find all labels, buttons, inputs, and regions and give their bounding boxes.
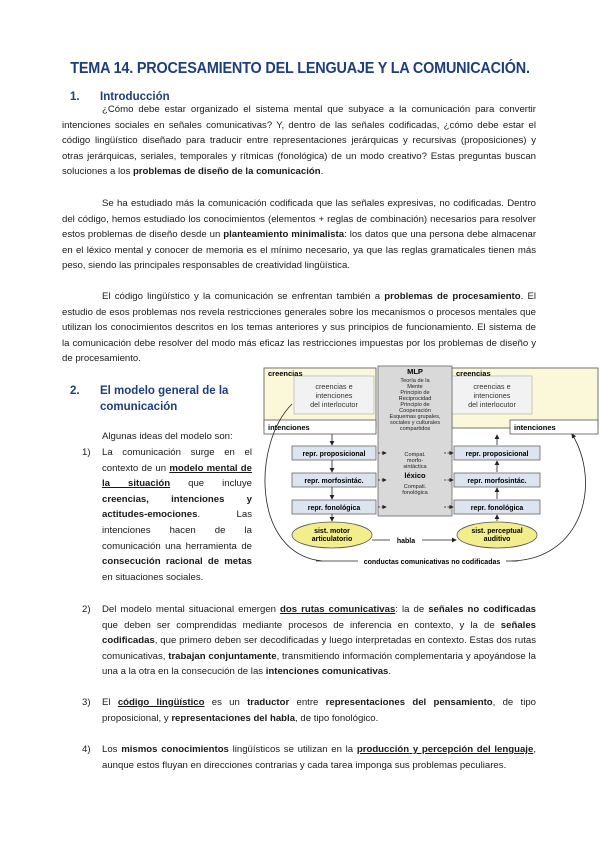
text-run: que deben ser comprendidas mediante procesos de inferencia en contexto, y la de — [102, 619, 501, 631]
right-box-line-1: creencias e — [473, 382, 511, 391]
item-number: 1) — [82, 447, 91, 458]
communication-model-diagram — [262, 364, 600, 575]
model-idea-4 — [82, 742, 536, 773]
item-number: 2) — [82, 604, 91, 615]
text-run: , aunque estos fluyan en direcciones contrarias y cada tarea imponga sus problemas peculiares. — [102, 744, 536, 771]
section-1-number: 1. — [70, 91, 80, 103]
mlp-line-7: Esquemas grupales, — [389, 414, 441, 420]
intro-paragraph-2 — [62, 196, 536, 274]
right-prop-label: repr. proposicional — [465, 451, 529, 458]
right-box-footer: intenciones — [514, 423, 556, 432]
model-intro-text: Algunas ideas del modelo son: — [102, 431, 233, 442]
right-box-header: creencias — [456, 369, 491, 378]
mlp-line-4: Reciprocidad — [398, 396, 432, 402]
compat-morfo-3: sintáctica — [403, 464, 427, 470]
bold-phrase: planteamiento minimalista — [223, 229, 345, 241]
text-run: . El estudio de esos problemas nos revela restricciones generales sobre los mecanismos o procesos mentales que utilizan los conocimientos descritos en los temas anteriores y sus principios de funcionamiento. El sistema de la comunicación debe resolver del modo más eficaz las restricciones impuestas por los problemas de diseño y de procesamiento. — [62, 291, 536, 365]
text-run: que incluye — [170, 478, 253, 490]
bold-phrase: señales codificadas — [102, 619, 536, 647]
mlp-line-6: Cooperación — [399, 408, 431, 414]
motor-line-1: sist. motor — [314, 528, 350, 535]
text-run: Los — [102, 744, 122, 755]
compat-morfo-1: Compat. — [404, 452, 426, 458]
bold-phrase: problemas de diseño de la comunicación — [132, 166, 321, 178]
text-run: La comunicación surge en el contexto de un — [102, 447, 252, 474]
underlined-phrase: código lingüístico — [117, 697, 205, 708]
intro-paragraph-1 — [62, 102, 536, 180]
mlp-line-2: Mente — [407, 384, 423, 390]
motor-line-2: articulatorio — [311, 536, 353, 543]
text-run: lingüísticos se utilizan en la — [228, 744, 357, 755]
bold-phrase: traductor — [247, 697, 290, 708]
mlp-line-9: compartidos — [399, 426, 431, 432]
bold-phrase: consecución racional de metas — [102, 556, 252, 568]
mlp-line-5: Principio de — [400, 402, 430, 408]
text-run: . — [320, 166, 324, 178]
text-run: Del modelo mental situacional emergen — [102, 604, 281, 615]
bold-phrase: señales no codificadas — [428, 604, 537, 615]
section-2-title-line-1: El modelo general de la — [100, 385, 229, 397]
text-run: El — [102, 697, 118, 708]
underlined-phrase: dos rutas comunicativas — [280, 604, 396, 615]
text-run: en situaciones sociales. — [102, 571, 204, 583]
model-idea-2 — [82, 602, 537, 680]
text-run: ¿Cómo debe estar organizado el sistema mental que subyace a la comunicación para convertir intenciones sociales en señales comunicativas? Y, dentro de las señales codificadas, ¿cómo debe estar el código lingüístico diseñado para traducir entre representaciones jerárquicas y recursivas (proposiciones) y otras jerárquicas, seriales, temporales y rítmicas (fonológica) de un modo creativo? Estas preguntas buscan soluciones a los — [62, 104, 536, 178]
text-run: , de tipo fonológico. — [295, 712, 379, 724]
left-box-footer: intenciones — [268, 423, 310, 432]
compat-fono-1: Compati. — [403, 484, 427, 490]
bold-phrase: intenciones comunicativas — [265, 666, 389, 678]
text-run: : los datos que una persona debe almacenar en el léxico mental y conocer de memoria es el mínimo necesario, ya que las reglas gramaticales tienen más peso, siendo las principales responsables de creatividad lingüística. — [62, 229, 537, 272]
underlined-phrase: modelo mental de la situación — [102, 462, 253, 490]
right-box-line-2: intenciones — [473, 391, 511, 400]
section-2-title-line-2: comunicación — [100, 401, 178, 413]
text-run: , de tipo proposicional, y — [102, 697, 536, 724]
compat-fono-2: fonológica — [402, 490, 428, 496]
item-number: 3) — [82, 697, 91, 708]
bold-phrase: creencias, intenciones y actitudes-emociones — [102, 493, 252, 521]
intro-paragraph-3 — [62, 289, 536, 367]
left-box-header: creencias — [268, 369, 303, 378]
section-2-number: 2. — [70, 385, 80, 397]
text-run: es un — [204, 697, 248, 708]
bold-phrase: problemas de procesamiento — [384, 291, 521, 302]
perceptual-line-2: auditivo — [483, 536, 511, 543]
right-morfo-label: repr. morfosintác. — [467, 478, 527, 485]
mlp-title: MLP — [407, 367, 423, 376]
text-run: entre — [289, 697, 326, 708]
habla-label: habla — [396, 538, 416, 545]
right-box-line-3: del interlocutor — [468, 400, 516, 409]
text-run: Se ha estudiado más la comunicación codificada que las señales expresivas, no codificadas. Dentro del código, hemos estudiado los conocimientos (elementos + reglas de combinación) necesarios para resolver estos problemas de diseño desde un — [62, 198, 536, 241]
text-run: : la de — [395, 604, 429, 615]
model-idea-1 — [82, 445, 253, 585]
text-run: , que primero deben ser decodificadas y luego interpretadas en contexto. Estas dos rutas comunicativas, — [102, 635, 536, 662]
left-box-line-1: creencias e — [315, 382, 353, 391]
motor-system — [292, 522, 372, 548]
perceptual-line-1: sist. perceptual — [471, 528, 523, 535]
non-coded-conduct-label: conductas comunicativas no codificadas — [363, 559, 501, 566]
compat-morfo-2: morfo- — [406, 458, 424, 464]
mlp-line-8: sociales y culturales — [389, 420, 441, 426]
text-run: El código lingüístico y la comunicación se enfrentan también a — [102, 291, 385, 302]
left-fono-label: repr. fonológica — [307, 505, 361, 512]
left-morfo-label: repr. morfosintác. — [304, 478, 364, 485]
left-prop-label: repr. proposicional — [302, 451, 366, 458]
text-run: . Las intenciones hacen de la comunicación una herramienta de — [102, 509, 252, 552]
underlined-phrase: producción y percepción del lenguaje — [356, 744, 534, 755]
model-idea-3 — [82, 695, 536, 726]
bold-phrase: trabajan conjuntamente — [168, 650, 277, 662]
section-1-title: Introducción — [100, 91, 170, 103]
bold-phrase: representaciones del habla — [171, 712, 296, 724]
mlp-line-1: Teoría de la — [400, 378, 430, 384]
bold-phrase: representaciones del pensamiento — [325, 697, 493, 708]
item-number: 4) — [82, 744, 91, 755]
right-fono-label: repr. fonológica — [470, 505, 524, 512]
bold-phrase: mismos conocimientos — [121, 744, 229, 755]
lexico-label: léxico — [404, 471, 426, 480]
page-title: TEMA 14. PROCESAMIENTO DEL LENGUAJE Y LA COMUNICACIÓN. — [70, 60, 530, 77]
left-box-line-2: intenciones — [315, 391, 353, 400]
left-box-line-3: del interlocutor — [310, 400, 358, 409]
text-run: . — [388, 666, 392, 678]
text-run: , transmitiendo información complementaria y apoyándose la una a la otra en la consecución de las — [102, 650, 536, 678]
mlp-line-3: Principio de — [400, 390, 430, 396]
perceptual-system — [457, 522, 537, 548]
